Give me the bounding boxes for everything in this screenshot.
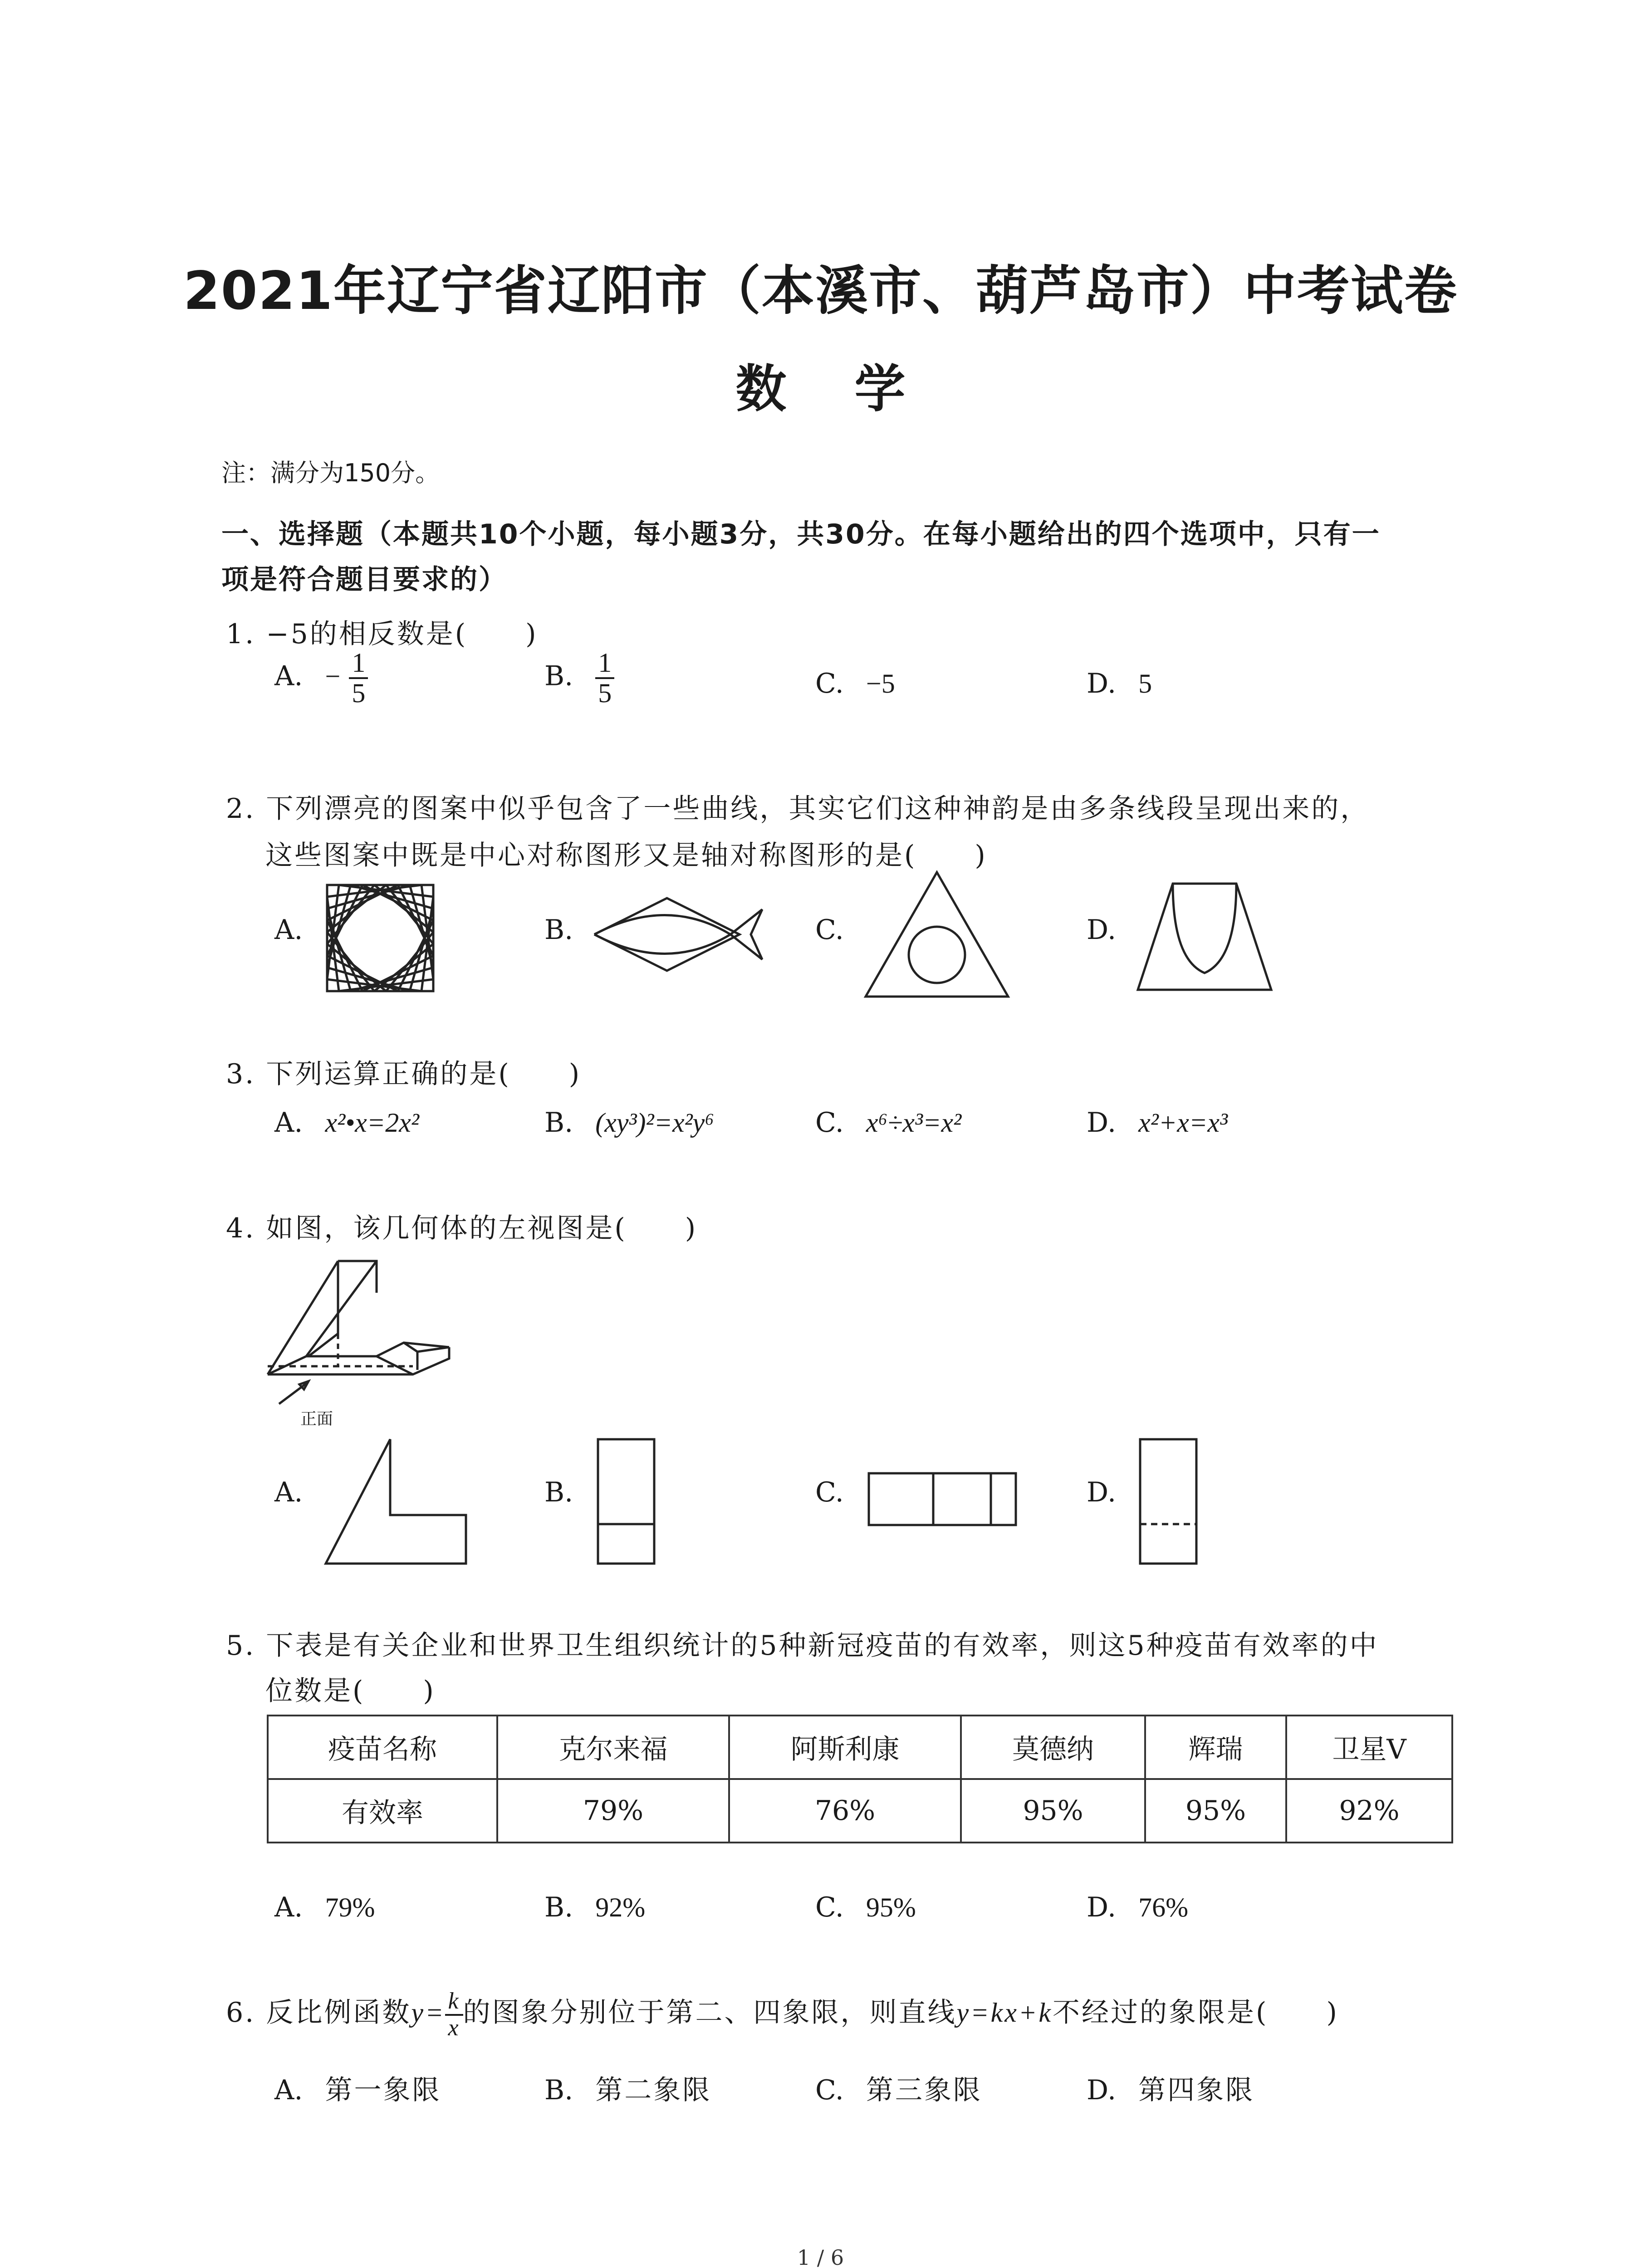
left-view-option-d-figure (1139, 1438, 1198, 1565)
q2-option-d-label[interactable]: D. (1087, 914, 1117, 946)
vaccine-efficacy-table (267, 1715, 1453, 1843)
denominator: 5 (598, 678, 612, 708)
option-text: 第三象限 (866, 2074, 982, 2106)
numerator: k (445, 1989, 463, 2016)
option-letter: B. (544, 1107, 573, 1139)
numerator: 1 (349, 649, 368, 679)
q1-option-b[interactable] (544, 649, 614, 708)
table-header-cell: 阿斯利康 (729, 1716, 961, 1779)
table-header-cell: 辉瑞 (1145, 1716, 1286, 1779)
left-view-option-a-figure (324, 1438, 470, 1565)
option-text: 95% (866, 1892, 916, 1922)
q2-option-c-label[interactable]: C. (815, 914, 844, 946)
trapezoid-string-art-icon (1136, 882, 1273, 991)
q4-option-c-label[interactable]: C. (815, 1476, 844, 1508)
option-expression: x²•x=2x² (325, 1108, 419, 1138)
question-4-stem: 4. 如图，该几何体的左视图是( ) (226, 1212, 698, 1244)
option-letter: B. (544, 660, 573, 692)
string-lines (327, 885, 433, 991)
q6-option-b[interactable] (544, 2068, 711, 2107)
q5-option-b[interactable] (544, 1892, 645, 1923)
fish-string-art-icon (594, 896, 767, 973)
option-letter: A. (274, 1107, 303, 1139)
fraction (595, 649, 614, 708)
option-letter: C. (815, 1892, 844, 1923)
section-heading-line2: 项是符合题目要求的） (221, 564, 507, 596)
q4-option-d-label[interactable]: D. (1087, 1476, 1117, 1508)
option-letter: D. (1087, 1892, 1117, 1923)
exam-title: 2021年辽宁省辽阳市（本溪市、葫芦岛市）中考试卷 (183, 260, 1458, 322)
option-text: 76% (1138, 1892, 1189, 1922)
option-letter: A. (274, 660, 303, 692)
score-note: 注：满分为150分。 (221, 459, 440, 487)
denominator: x (448, 2014, 460, 2041)
option-letter: B. (544, 1892, 573, 1923)
numerator: 1 (595, 649, 614, 679)
option-letter: C. (815, 2074, 844, 2106)
q3-option-d[interactable] (1087, 1107, 1228, 1139)
left-view-option-b-figure (597, 1438, 656, 1565)
table-cell: 76% (729, 1779, 961, 1843)
option-text: 92% (595, 1892, 646, 1922)
line-equation: y=kx+k (956, 1998, 1053, 2028)
option-expression: x²+x=x³ (1138, 1108, 1228, 1138)
table-cell: 95% (961, 1779, 1145, 1843)
q1-option-c[interactable] (815, 668, 895, 699)
q1-option-a[interactable] (274, 649, 368, 708)
option-text: 5 (1138, 669, 1152, 699)
question-1-stem: 1. −5的相反数是( ) (226, 618, 538, 650)
q5-option-a[interactable] (274, 1892, 375, 1923)
table-cell: 有效率 (268, 1779, 497, 1843)
table-header-cell: 克尔来福 (497, 1716, 729, 1779)
option-text: 第二象限 (595, 2074, 712, 2106)
q4-option-a-label[interactable]: A. (274, 1476, 303, 1508)
q4-option-b-label[interactable]: B. (544, 1476, 573, 1508)
option-letter: A. (274, 1892, 303, 1923)
table-cell: 79% (497, 1779, 729, 1843)
question-5-stem-line2: 位数是( ) (265, 1675, 436, 1707)
q6-option-c[interactable] (815, 2068, 982, 2107)
function-y: y= (411, 1998, 446, 2028)
q5-option-d[interactable] (1087, 1892, 1188, 1923)
question-3-stem: 3. 下列运算正确的是( ) (226, 1058, 582, 1090)
q3-option-a[interactable] (274, 1107, 419, 1139)
q6-option-d[interactable] (1087, 2068, 1254, 2107)
table-header-cell: 莫德纳 (961, 1716, 1145, 1779)
page-number: 1 / 6 (797, 2245, 844, 2268)
question-5-stem-line1: 5. 下表是有关企业和世界卫生组织统计的5种新冠疫苗的有效率，则这5种疫苗有效率的中 (226, 1630, 1379, 1662)
stem-middle: 的图象分别位于第二、四象限，则直线 (463, 1997, 957, 2029)
option-letter: D. (1087, 2074, 1117, 2106)
table-cell: 92% (1286, 1779, 1452, 1843)
option-letter: C. (815, 1107, 844, 1139)
q6-option-a[interactable] (274, 2068, 441, 2107)
option-text: 第四象限 (1138, 2074, 1255, 2106)
q1-option-d[interactable] (1087, 668, 1152, 699)
table-header-row (268, 1716, 1452, 1779)
fraction (349, 649, 368, 708)
stem-suffix: 不经过的象限是( ) (1053, 1997, 1339, 2029)
table-cell: 95% (1145, 1779, 1286, 1843)
fraction-k-over-x (445, 1989, 463, 2040)
option-text: −5 (866, 669, 895, 699)
table-row (268, 1779, 1452, 1843)
question-2-stem-line1: 2. 下列漂亮的图案中似乎包含了一些曲线，其实它们这种神韵是由多条线段呈现出来的， (226, 793, 1370, 825)
option-letter: D. (1087, 1107, 1117, 1139)
minus-sign: − (325, 661, 341, 691)
option-letter: C. (815, 668, 844, 699)
square-string-art-icon (326, 884, 435, 992)
q3-option-c[interactable] (815, 1107, 961, 1139)
left-view-option-c-figure (867, 1472, 1017, 1526)
option-letter: B. (544, 2074, 573, 2106)
option-text: 79% (325, 1892, 375, 1922)
q3-option-b[interactable] (544, 1107, 714, 1139)
option-expression: x⁶÷x³=x² (866, 1108, 962, 1138)
q2-option-b-label[interactable]: B. (544, 914, 573, 946)
section-heading-line1: 一、选择题（本题共10个小题，每小题3分，共30分。在每小题给出的四个选项中，只有一 (221, 518, 1381, 550)
front-direction-label: 正面 (300, 1410, 333, 1428)
table-header-cell: 疫苗名称 (268, 1716, 497, 1779)
option-expression: (xy³)²=x²y⁶ (595, 1108, 715, 1138)
q2-option-a-label[interactable]: A. (274, 914, 303, 946)
q5-option-c[interactable] (815, 1892, 916, 1923)
exam-subject: 数学 (735, 360, 974, 419)
question-2-stem-line2: 这些图案中既是中心对称图形又是轴对称图形的是( ) (265, 840, 987, 871)
denominator: 5 (352, 678, 366, 708)
triangle-string-art-icon (864, 871, 1009, 998)
question-6-stem (226, 1989, 1339, 2040)
table-header-cell: 卫星V (1286, 1716, 1452, 1779)
option-letter: D. (1087, 668, 1117, 699)
solid-figure-diagram (268, 1252, 458, 1402)
option-text: 第一象限 (325, 2074, 441, 2106)
stem-prefix: 6. 反比例函数 (226, 1997, 411, 2029)
option-letter: A. (274, 2074, 303, 2106)
